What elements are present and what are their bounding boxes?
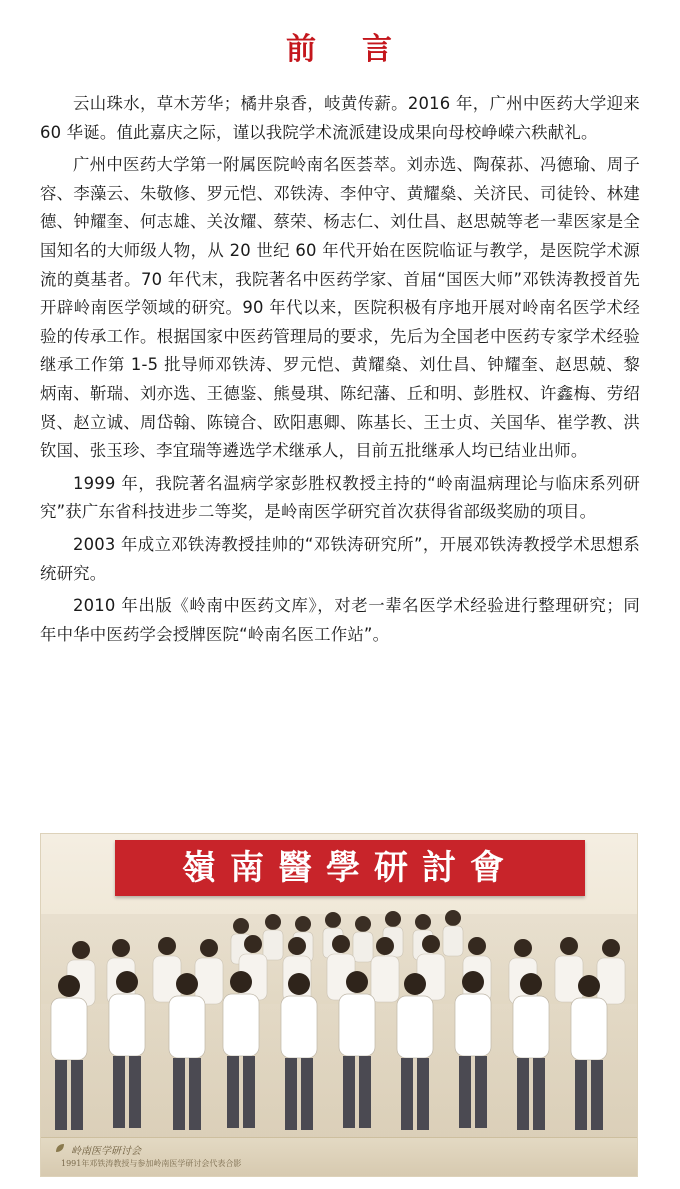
crowd-illustration bbox=[41, 904, 637, 1139]
photo-caption-strip bbox=[41, 1137, 637, 1176]
title-char-2: 言 bbox=[362, 32, 394, 67]
preface-body bbox=[40, 90, 640, 653]
paragraph-2: 广州中医药大学第一附属医院岭南名医荟萃。刘赤选、陶葆荪、冯德瑜、周子容、李藻云、朱敬修、罗元恺、邓铁涛、李仲守、黄耀燊、关济民、司徒铃、林建德、钟耀奎、何志雄、关汝耀、蔡荣、杨志仁、刘仕昌、赵思兢等老一辈医家是全国知名的大师级人物，从 20 世纪 60 年代开始在医院临证与教学，是医院学术源流的奠基者。70 年代末，我院著名中医药学家、首届“国医大师”邓铁涛教授首先开辟岭南医学领域的研究。90 年代以来，医院积极有序地开展对岭南名医学术经验的传承工作。根据国家中医药管理局的要求，先后为全国老中医药专家学术经验继承工作第 1-5 批导师邓铁涛、罗元恺、黄耀燊、刘仕昌、钟耀奎、赵思兢、黎炳南、靳瑞、刘亦选、王德鉴、熊曼琪、陈纪藩、丘和明、彭胜权、许鑫梅、劳绍贤、赵立诚、周岱翰、陈镜合、欧阳惠卿、陈基长、王士贞、关国华、崔学教、洪钦国、张玉珍、李宜瑞等遴选学术继承人，目前五批继承人均已结业出师。 bbox=[40, 155, 640, 461]
photo-caption-title: 岭南医学研讨会 bbox=[71, 1146, 141, 1157]
photo-banner: 嶺南醫學研討會 bbox=[115, 840, 585, 896]
paragraph-5: 2010 年出版《岭南中医药文库》，对老一辈名医学术经验进行整理研究；同年中华中医药学会授牌医院“岭南名医工作站”。 bbox=[40, 596, 640, 644]
paragraph-1: 云山珠水，草木芳华；橘井泉香，岐黄传薪。2016 年，广州中医药大学迎来 60 华诞。值此嘉庆之际，谨以我院学术流派建设成果向母校峥嵘六秩献礼。 bbox=[40, 94, 640, 142]
photo-caption-detail: 1991年邓铁涛教授与参加岭南医学研讨会代表合影 bbox=[61, 1159, 242, 1168]
paragraph-4: 2003 年成立邓铁涛教授挂帅的“邓铁涛研究所”，开展邓铁涛教授学术思想系统研究。 bbox=[40, 534, 640, 583]
page-title bbox=[0, 24, 680, 68]
front-row-shirts bbox=[51, 994, 607, 1060]
front-row-trousers bbox=[55, 1056, 603, 1130]
title-char-1: 前 bbox=[286, 32, 318, 67]
paragraph-3: 1999 年，我院著名温病学家彭胜权教授主持的“岭南温病理论与临床系列研究”获广东省科技进步二等奖，是岭南医学研究首次获得省部级奖励的项目。 bbox=[40, 473, 640, 522]
leaf-icon bbox=[55, 1143, 65, 1153]
group-photo bbox=[40, 833, 638, 1177]
